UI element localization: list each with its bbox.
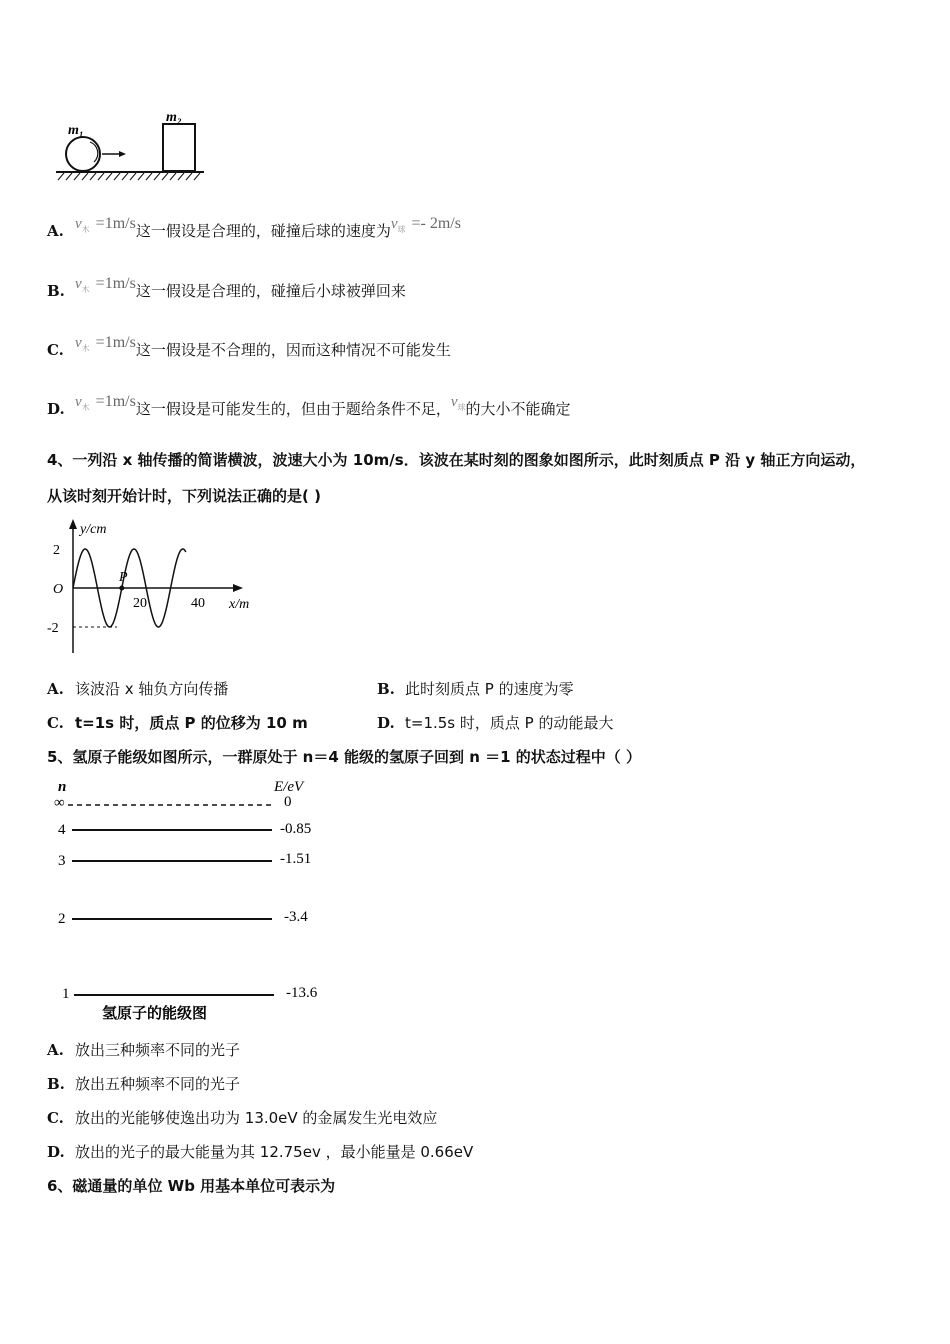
diagram-caption: 氢原子的能级图 xyxy=(102,1004,208,1022)
q5-option-a[interactable]: A. 放出三种频率不同的光子 xyxy=(47,1041,241,1059)
level-3-e: -1.51 xyxy=(280,851,312,867)
q5-option-c[interactable]: C. 放出的光能够使逸出功为 13.0eV 的金属发生光电效应 xyxy=(47,1109,438,1127)
level-1-e: -13.6 xyxy=(286,985,318,1001)
y-axis-arrow xyxy=(69,519,77,529)
q3-option-b[interactable]: B. $v_木 =1m/s$这一假设是合理的，碰撞后小球被弹回来 xyxy=(47,275,406,300)
x-axis-arrow xyxy=(233,584,243,592)
q4-option-a[interactable]: A. 该波沿 x 轴负方向传播 xyxy=(47,680,229,698)
point-p-label: P xyxy=(119,570,128,585)
ball-shape xyxy=(66,137,100,171)
q3-option-a[interactable]: A. $v_木 =1m/s$这一假设是合理的，碰撞后球的速度为$v_球 =- 2m/s$ xyxy=(47,215,461,240)
q4-option-b[interactable]: B. 此时刻质点 P 的速度为零 xyxy=(377,680,574,698)
q3-option-c[interactable]: C. $v_木 =1m/s$这一假设是不合理的，因而这种情况不可能发生 xyxy=(47,334,451,359)
q4-option-c[interactable]: C. t=1s 时，质点 P 的位移为 10 m xyxy=(47,714,308,732)
q5-stem: 5、氢原子能级如图所示，一群原处于 n＝4 能级的氢原子回到 n ＝1 的状态过程中（ ） xyxy=(47,748,642,766)
y-tick-2: 2 xyxy=(53,543,60,558)
label-m1: m₁ xyxy=(68,123,84,138)
energy-level-diagram xyxy=(50,775,340,1025)
q4-option-d[interactable]: D. t=1.5s 时，质点 P 的动能最大 xyxy=(377,714,614,732)
energy-unit-label: E/eV xyxy=(274,779,304,795)
level-inf-n: ∞ xyxy=(54,795,65,811)
n-label: n xyxy=(58,779,67,795)
level-4-e: -0.85 xyxy=(280,821,312,837)
collision-figure xyxy=(50,110,210,185)
block-shape xyxy=(163,124,195,171)
label-m2: m₂ xyxy=(166,110,182,125)
wave-chart xyxy=(45,515,265,655)
x-axis-label: x/m xyxy=(229,597,250,612)
y-axis-label: y/cm xyxy=(80,522,107,537)
origin-label: O xyxy=(53,582,64,597)
level-2-e: -3.4 xyxy=(284,909,308,925)
q5-option-b[interactable]: B. 放出五种频率不同的光子 xyxy=(47,1075,241,1093)
q3-option-d[interactable]: D. $v_木 =1m/s$这一假设是可能发生的，但由于题给条件不足，$v_球$的大小不能确定 xyxy=(47,393,571,418)
q4-stem-line1: 4、一列沿 x 轴传播的简谐横波，波速大小为 10m/s．该波在某时刻的图象如图所示，此时刻质点 P 沿 y 轴正方向运动， xyxy=(47,451,866,469)
level-1-n: 1 xyxy=(62,986,70,1002)
q6-stem: 6、磁通量的单位 Wb 用基本单位可表示为 xyxy=(47,1177,336,1195)
q5-option-d[interactable]: D. 放出的光子的最大能量为其 12.75ev ，最小能量是 0.66eV xyxy=(47,1143,474,1161)
x-tick-20: 20 xyxy=(133,596,147,611)
level-3-n: 3 xyxy=(58,853,66,869)
q4-stem-line2: 从该时刻开始计时，下列说法正确的是( ) xyxy=(47,487,321,505)
level-4-n: 4 xyxy=(58,822,66,838)
x-tick-40: 40 xyxy=(191,596,205,611)
y-tick-neg2: -2 xyxy=(47,621,59,636)
point-p-marker xyxy=(119,586,124,591)
level-2-n: 2 xyxy=(58,911,66,927)
level-inf-e: 0 xyxy=(284,794,292,810)
